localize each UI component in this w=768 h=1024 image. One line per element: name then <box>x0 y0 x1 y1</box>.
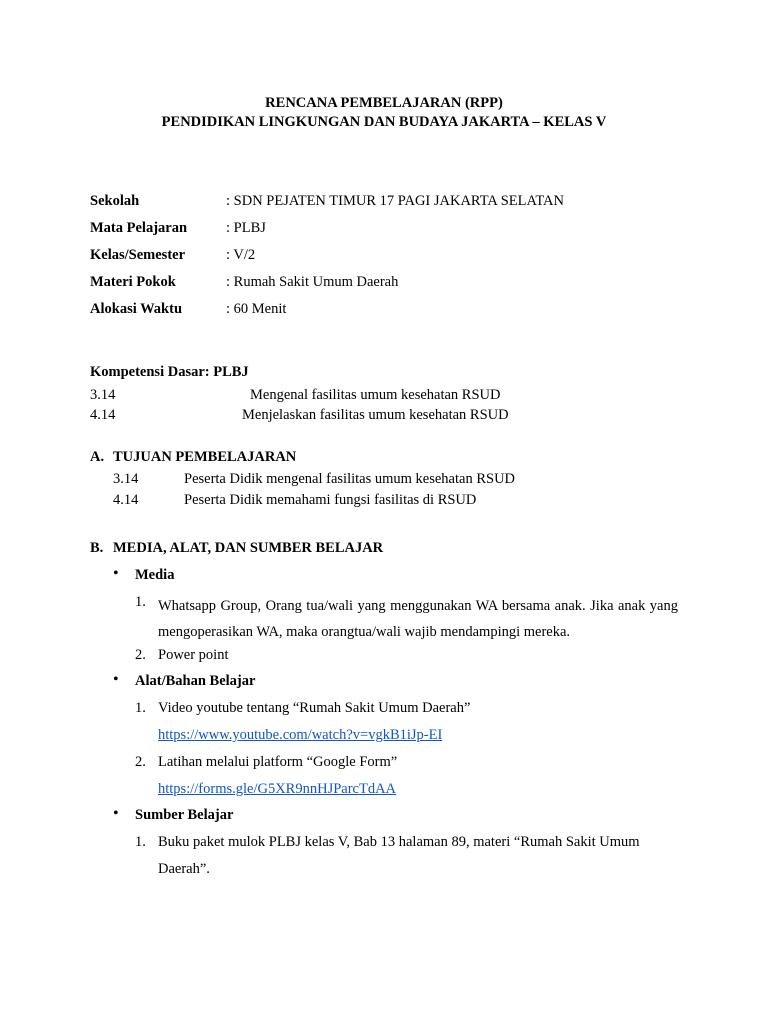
sumber-heading: Sumber Belajar <box>135 807 234 823</box>
alat-heading: Alat/Bahan Belajar <box>135 673 256 689</box>
list-number: 1. <box>135 834 146 850</box>
list-number: 2. <box>135 647 146 663</box>
document-subtitle: PENDIDIKAN LINGKUNGAN DAN BUDAYA JAKARTA – KELAS V <box>161 114 607 130</box>
section-b-letter: B. <box>90 540 104 556</box>
list-number: 1. <box>135 594 146 610</box>
identity-label: Kelas/Semester <box>90 247 186 263</box>
bullet-icon: • <box>113 805 119 822</box>
tujuan-text: Peserta Didik mengenal fasilitas umum kesehatan RSUD <box>184 471 516 487</box>
identity-value: : Rumah Sakit Umum Daerah <box>226 274 399 290</box>
section-a-heading: TUJUAN PEMBELAJARAN <box>113 449 297 465</box>
list-number: 2. <box>135 754 146 770</box>
kompetensi-code: 4.14 <box>90 407 116 423</box>
section-a-letter: A. <box>90 449 105 465</box>
sumber-item-text: Buku paket mulok PLBJ kelas V, Bab 13 halaman 89, materi “Rumah Sakit Umum <box>158 834 640 850</box>
document-title: RENCANA PEMBELAJARAN (RPP) <box>265 95 503 111</box>
bullet-icon: • <box>113 671 119 688</box>
tujuan-text: Peserta Didik memahami fungsi fasilitas di RSUD <box>184 492 477 508</box>
list-number: 1. <box>135 700 146 716</box>
media-item-text: Power point <box>158 647 229 663</box>
identity-value: : 60 Menit <box>226 301 287 317</box>
tujuan-code: 4.14 <box>113 492 139 508</box>
tujuan-code: 3.14 <box>113 471 139 487</box>
media-item-text: Whatsapp Group, Orang tua/wali yang menggunakan WA bersama anak. Jika anak yang mengoperasikan WA, maka orangtua/wali wajib mendampingi mereka. <box>158 598 678 640</box>
identity-label: Mata Pelajaran <box>90 220 188 236</box>
identity-value: : PLBJ <box>226 220 266 236</box>
identity-label: Sekolah <box>90 193 140 209</box>
identity-value: : V/2 <box>226 247 256 263</box>
kompetensi-text: Menjelaskan fasilitas umum kesehatan RSUD <box>242 407 509 423</box>
identity-label: Materi Pokok <box>90 274 176 290</box>
kompetensi-code: 3.14 <box>90 387 116 403</box>
identity-label: Alokasi Waktu <box>90 301 183 317</box>
identity-value: : SDN PEJATEN TIMUR 17 PAGI JAKARTA SELATAN <box>226 193 564 209</box>
section-b-heading: MEDIA, ALAT, DAN SUMBER BELAJAR <box>113 540 384 556</box>
kompetensi-text: Mengenal fasilitas umum kesehatan RSUD <box>250 387 501 403</box>
alat-item-text: Latihan melalui platform “Google Form” <box>158 754 398 770</box>
google-form-link[interactable]: https://forms.gle/G5XR9nnHJParcTdAA <box>158 781 397 797</box>
youtube-link[interactable]: https://www.youtube.com/watch?v=vgkB1iJp-EI <box>158 727 443 743</box>
alat-item-text: Video youtube tentang “Rumah Sakit Umum Daerah” <box>158 700 471 716</box>
bullet-icon: • <box>113 565 119 582</box>
media-heading: Media <box>135 567 175 583</box>
kompetensi-heading: Kompetensi Dasar: PLBJ <box>90 364 249 380</box>
sumber-item-text: Daerah”. <box>158 861 210 877</box>
